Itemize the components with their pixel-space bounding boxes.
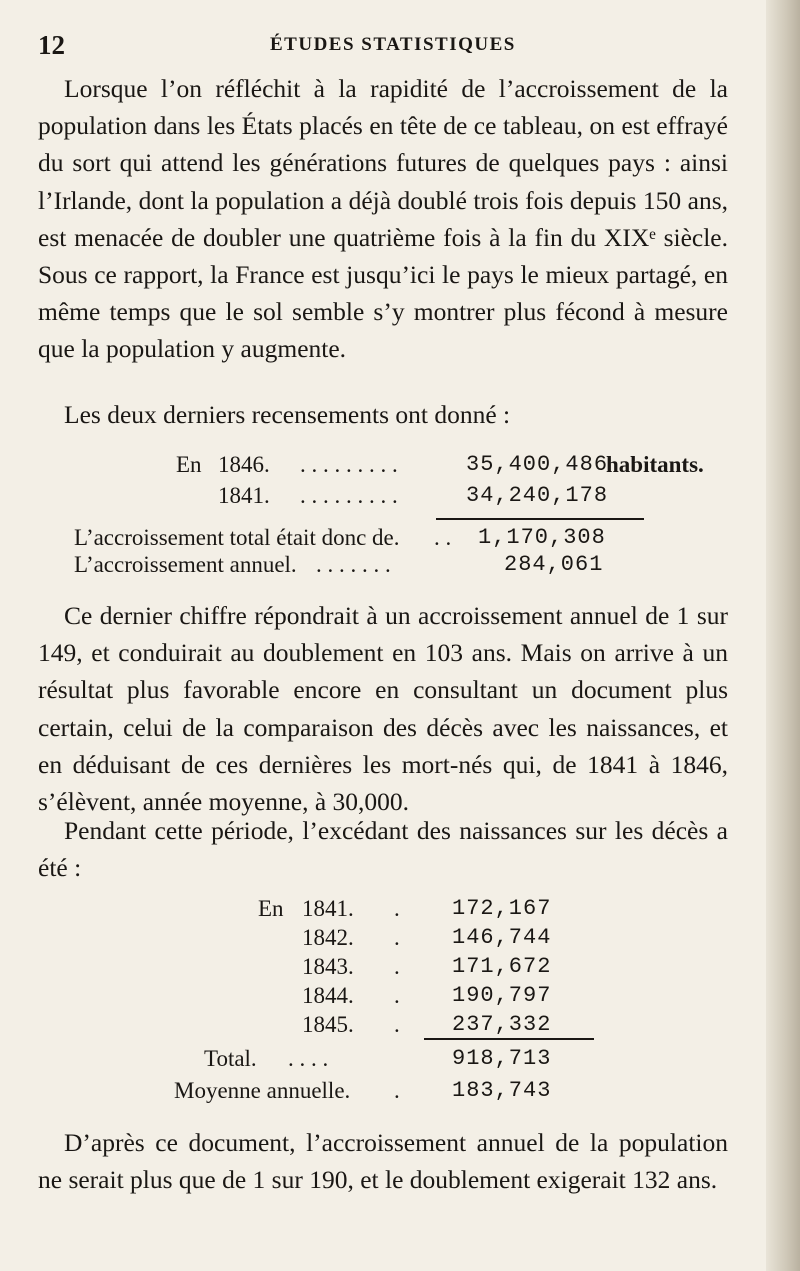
excess-sum-rule xyxy=(424,1038,594,1040)
excess-row-1-year: 1841. xyxy=(302,896,354,921)
paragraph-4: Pendant cette période, l’excédant des naissances sur les décès a été : xyxy=(38,816,728,883)
excess-total-dots: . . . . xyxy=(288,1046,329,1071)
excess-row-1-value: 172,167 xyxy=(452,896,552,921)
census-row-2-value: 34,240,178 xyxy=(466,483,609,508)
running-title: ÉTUDES STATISTIQUES xyxy=(270,34,516,55)
census-total-label: L’accroissement total était donc de. xyxy=(74,525,400,550)
excess-mean-label: Moyenne annuelle. xyxy=(174,1078,351,1103)
census-total-dots: . . xyxy=(434,525,452,550)
excess-mean-dot: . xyxy=(394,1078,400,1103)
excess-row-2-dot: . xyxy=(394,925,400,950)
paragraph-1: Lorsque l’on réfléchit à la rapidité de l’accroissement de la population dans les États placés en tête de ce tableau, on est effrayé du sort qui attend les générations futures de quelques pays : ainsi l’Irlande, dont la population a déjà doublé trois fois depuis 150 ans, est menacée de doubler une quatrième fois à la fin du XIXᵉ siècle. Sous ce rapport, la France est jusqu’ici le pays le mieux partagé, en même temps que le sol semble s’y montrer plus fécond à mesure que la population y augmente. xyxy=(38,74,728,364)
census-row-1-unit: habitants. xyxy=(606,452,704,477)
paragraph-5: D’après ce document, l’accroissement annuel de la population ne serait plus que de 1 sur 190, et le doublement exigerait 132 ans. xyxy=(38,1128,728,1195)
census-row-2-year: 1841. xyxy=(218,483,270,508)
census-row-1-value: 35,400,486 xyxy=(466,452,609,477)
excess-row-2-value: 146,744 xyxy=(452,925,552,950)
page-number: 12 xyxy=(38,30,65,60)
excess-row-3-dot: . xyxy=(394,954,400,979)
census-annual-label: L’accroissement annuel. xyxy=(74,552,297,577)
excess-row-4-dot: . xyxy=(394,983,400,1008)
excess-row-1-dot: . xyxy=(394,896,400,921)
census-row-1-year: 1846. xyxy=(218,452,270,477)
excess-row-3-value: 171,672 xyxy=(452,954,552,979)
excess-row-3-year: 1843. xyxy=(302,954,354,979)
census-row-1-prefix: En xyxy=(176,452,202,477)
census-total-value: 1,170,308 xyxy=(478,525,606,550)
paragraph-2: Les deux derniers recensements ont donné : xyxy=(64,400,511,429)
paragraph-3: Ce dernier chiffre répondrait à un accroissement annuel de 1 sur 149, et conduirait au doublement en 103 ans. Mais on arrive à un résultat plus favorable encore en consultant un document plus certain, celui de la comparaison des décès avec les naissances, et en déduisant de ces dernières les mort-nés qui, de 1841 à 1846, s’élèvent, année moyenne, à 30,000. xyxy=(38,601,728,817)
excess-total-label: Total. xyxy=(204,1046,257,1071)
census-row-2-dots: . . . . . . . . . xyxy=(300,483,398,508)
paragraph-5-block xyxy=(38,1124,728,1198)
excess-row-1-prefix: En xyxy=(258,896,284,921)
excess-mean-value: 183,743 xyxy=(452,1078,552,1103)
census-annual-value: 284,061 xyxy=(504,552,604,577)
excess-row-5-year: 1845. xyxy=(302,1012,354,1037)
excess-row-5-dot: . xyxy=(394,1012,400,1037)
census-row-1-dots: . . . . . . . . . xyxy=(300,452,398,477)
excess-row-5-value: 237,332 xyxy=(452,1012,552,1037)
census-annual-dots: . . . . . . . xyxy=(316,552,391,577)
excess-total-value: 918,713 xyxy=(452,1046,552,1071)
excess-row-2-year: 1842. xyxy=(302,925,354,950)
excess-row-4-value: 190,797 xyxy=(452,983,552,1008)
excess-row-4-year: 1844. xyxy=(302,983,354,1008)
